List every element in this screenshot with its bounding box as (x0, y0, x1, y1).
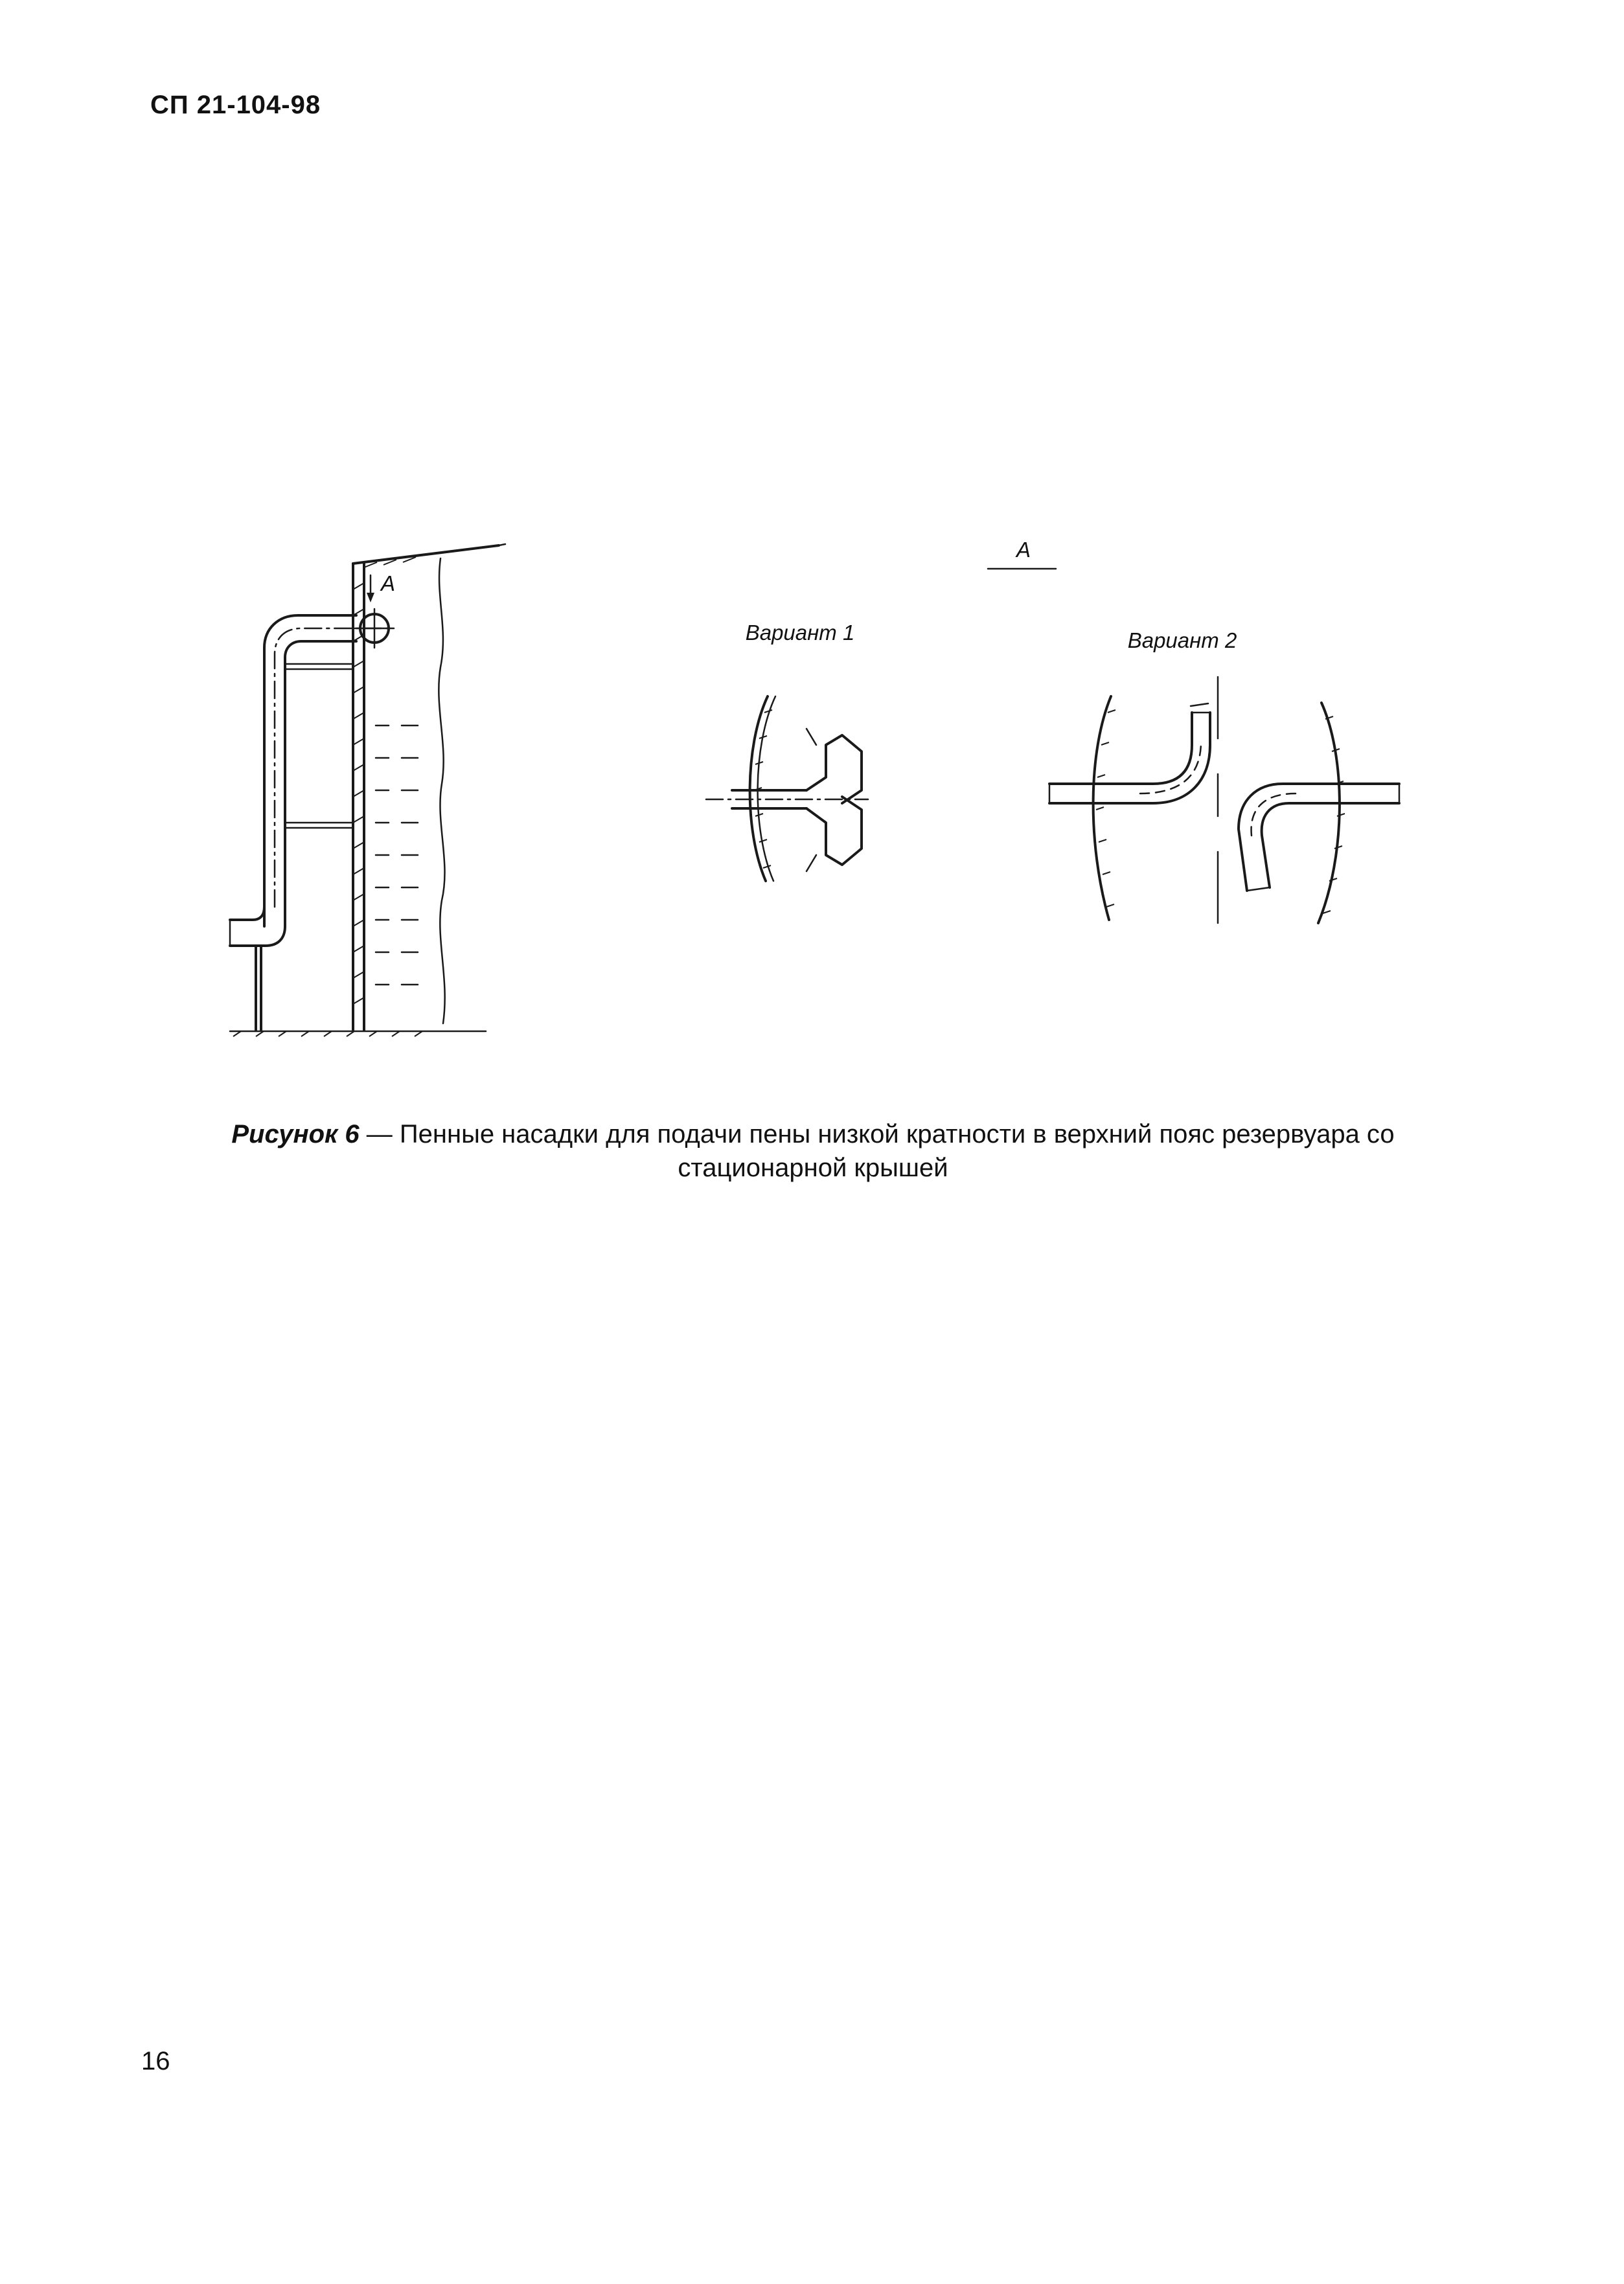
pipe-support (256, 946, 261, 1030)
figure-caption-text: — Пенные насадки для подачи пены низкой кратности в верхний пояс резервуара со стационарной крышей (359, 1120, 1395, 1182)
variant2-label: Вариант 2 (1127, 628, 1237, 652)
tank-elevation-view (230, 544, 505, 1036)
variant2-drawing (1049, 677, 1399, 923)
drawing-svg (194, 518, 1425, 1062)
foam-pipe-outer (264, 615, 356, 926)
figure-caption-label: Рисунок 6 (231, 1120, 360, 1148)
liquid-level-dashes (376, 725, 418, 985)
variant1-drawing (706, 696, 868, 881)
break-line (439, 558, 444, 1023)
tank-roof-line (353, 545, 499, 564)
foam-pipe-inner (285, 641, 356, 926)
section-a-title: A (1016, 538, 1031, 562)
figure-caption (162, 1117, 1464, 1185)
foam-pipe-axis (275, 628, 389, 907)
technical-drawing (194, 518, 1425, 1062)
document-code: СП 21-104-98 (150, 91, 321, 119)
variant1-label: Вариант 1 (745, 621, 855, 645)
view-marker-a: A (381, 571, 396, 595)
page-number: 16 (141, 2047, 170, 2075)
wall-hatching (353, 583, 364, 1004)
